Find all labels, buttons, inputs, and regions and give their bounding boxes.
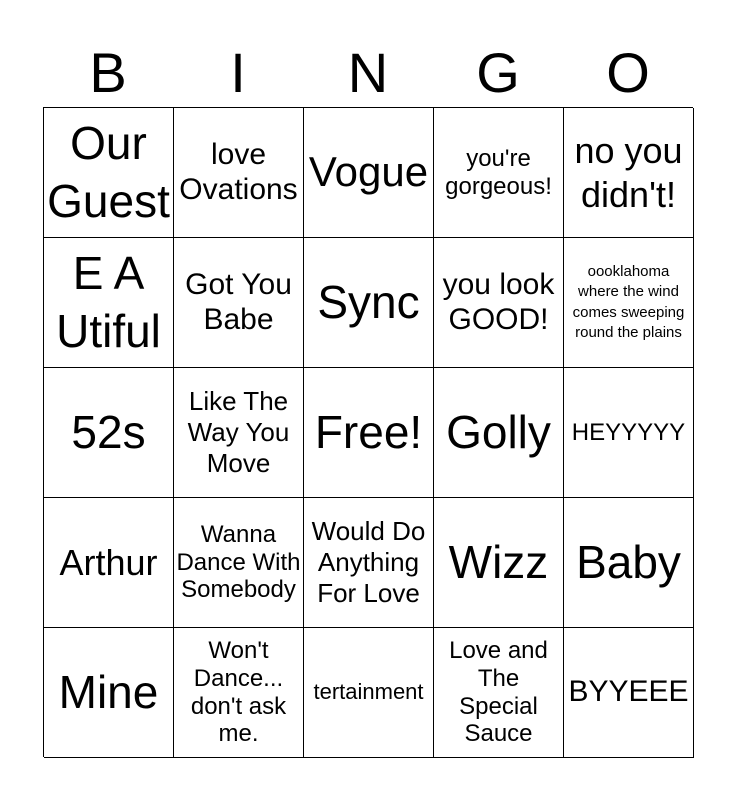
bingo-cell[interactable] (434, 368, 564, 498)
cell-text: Got You Babe (185, 268, 292, 336)
cell-text: love Ovations (179, 138, 298, 206)
cell-text: Won't Dance... don't ask me. (190, 637, 287, 748)
bingo-cell[interactable] (44, 238, 174, 368)
bingo-cell[interactable] (304, 628, 434, 758)
cell-text: Free! (314, 405, 423, 458)
bingo-cell[interactable] (174, 108, 304, 238)
cell-text: tertainment (313, 679, 424, 705)
cell-text: E A Utiful (56, 247, 161, 357)
bingo-cell[interactable] (44, 368, 174, 498)
bingo-cell[interactable] (44, 498, 174, 628)
cell-text: Love and The Special Sauce (449, 637, 548, 748)
cell-text: Wizz (448, 535, 549, 588)
bingo-cell[interactable] (304, 108, 434, 238)
header-letter-o: O (606, 41, 650, 104)
bingo-cell[interactable] (564, 628, 694, 758)
header-letter-n: N (347, 41, 389, 104)
cell-text: Wanna Dance With Somebody (176, 521, 301, 604)
bingo-header (43, 38, 693, 108)
cell-text: Sync (317, 275, 420, 328)
bingo-cell[interactable] (304, 498, 434, 628)
bingo-cell[interactable] (174, 368, 304, 498)
bingo-cell[interactable] (564, 238, 694, 368)
bingo-cell[interactable] (174, 628, 304, 758)
cell-text: you're gorgeous! (445, 144, 552, 200)
cell-text: Baby (576, 535, 681, 588)
cell-text: oooklahoma where the wind comes sweeping round the plains (572, 263, 685, 341)
cell-text: Our Guest (47, 117, 170, 227)
cell-text: HEYYYYY (571, 418, 686, 446)
bingo-cell[interactable] (44, 628, 174, 758)
bingo-cell[interactable] (174, 498, 304, 628)
header-letter-g: G (476, 41, 520, 104)
cell-text: Golly (446, 405, 551, 458)
cell-text: no you didn't! (574, 130, 683, 215)
bingo-cell[interactable] (174, 238, 304, 368)
cell-text: Arthur (59, 541, 158, 583)
cell-text: BYYEEE (568, 675, 689, 709)
bingo-cell[interactable] (434, 108, 564, 238)
bingo-cell[interactable] (434, 628, 564, 758)
bingo-cell[interactable] (304, 238, 434, 368)
cell-text: Vogue (308, 148, 429, 196)
header-letter-b: B (89, 41, 127, 104)
bingo-cell[interactable] (564, 498, 694, 628)
bingo-card-grid (43, 107, 693, 757)
cell-text: Mine (58, 665, 159, 718)
cell-text: you look GOOD! (442, 268, 555, 336)
cell-text: Would Do Anything For Love (311, 515, 426, 609)
bingo-cell[interactable] (564, 368, 694, 498)
bingo-cell[interactable] (434, 498, 564, 628)
bingo-cell[interactable] (434, 238, 564, 368)
bingo-cell[interactable] (564, 108, 694, 238)
bingo-cell[interactable] (44, 108, 174, 238)
bingo-cell[interactable] (304, 368, 434, 498)
header-letter-i: I (230, 41, 246, 104)
cell-text: Like The Way You Move (187, 385, 290, 479)
cell-text: 52s (71, 405, 146, 458)
